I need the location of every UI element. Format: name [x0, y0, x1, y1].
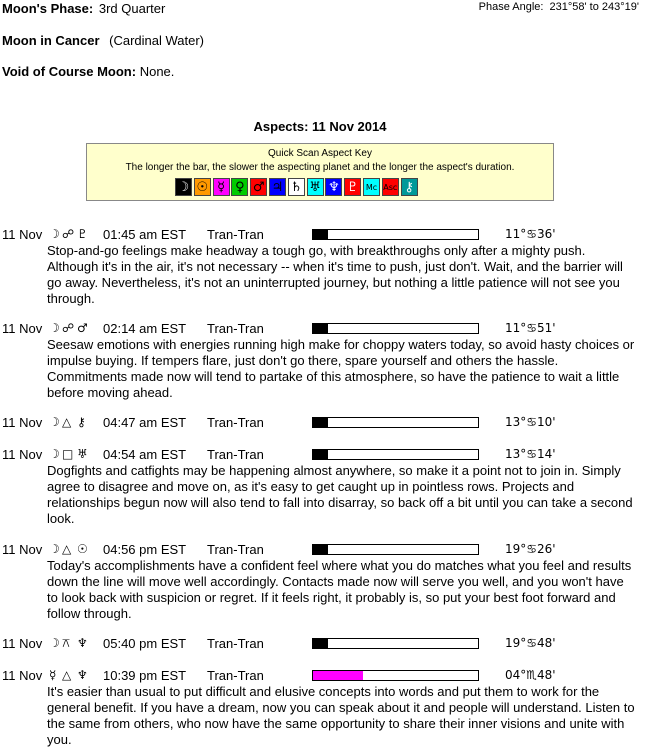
aspect-date: 11 Nov [2, 636, 43, 651]
phase-angle-value: 231°58' to 243°19' [549, 1, 639, 13]
aspect-time: 04:56 pm EST [103, 542, 187, 557]
duration-bar-fill [313, 324, 328, 333]
key-glyph-icon: ⚷ [401, 178, 418, 196]
key-glyph-icon: ☽ [175, 178, 192, 196]
aspect-type-icon: △ [62, 415, 72, 429]
aspect-position: 19°♋48' [505, 636, 556, 650]
aspect-position: 13°♋10' [505, 415, 556, 429]
aspect-date: 11 Nov [2, 321, 43, 336]
aspect-key-subtitle: The longer the bar, the slower the aspecting planet and the longer the aspect's duration. [125, 162, 515, 173]
key-glyph-icon: ♆ [325, 178, 342, 196]
void-course-row [2, 64, 174, 79]
aspect-date: 11 Nov [2, 415, 43, 430]
key-glyph-icon: ☉ [194, 178, 211, 196]
aspect-planet2-icon: ♆ [77, 668, 88, 682]
aspect-position: 19°♋26' [505, 542, 556, 556]
aspect-description: Dogfights and catfights may be happening almost anywhere, so make it a point not to join in. Simply agree to disagree and move on, as it's easy to get caught up in pointless rows. Projects and relationships begun now will also tend to fall into disarray, so back off a bit until you can take a second look. [47, 463, 633, 526]
aspect-description: Seesaw emotions with energies running high make for choppy waters today, so avoid hasty choices or impulse buying. If tempers flare, just don't go there, spare yourself and others the hassle. Commitments made now will tend to partake of this atmosphere, so have the patience to wait a little before moving ahead. [47, 337, 635, 400]
aspect-planet1-icon: ☽ [49, 227, 60, 241]
aspect-planet2-icon: ☉ [77, 542, 88, 556]
aspect-key-box [86, 143, 554, 201]
aspect-kind: Tran-Tran [207, 542, 264, 557]
key-glyph-icon: ♀ [231, 178, 248, 196]
moon-phase-row [2, 1, 165, 16]
aspect-type-icon: ☍ [62, 321, 75, 335]
aspect-planet1-icon: ☿ [49, 668, 57, 682]
aspect-key-title: Quick Scan Aspect Key [268, 148, 372, 159]
aspect-position: 13°♋14' [505, 447, 556, 461]
aspect-time: 10:39 pm EST [103, 668, 187, 683]
aspect-description: Stop-and-go feelings make headway a tough go, with breakthroughs only after a mighty push. Although it's in the air, it's not necessary -- when it's time to push, just don't. Wait, and the barrier will go away. Nevertheless, it's not an uninterrupted journey, but nothing a little patience will not see you through. [47, 243, 623, 306]
aspect-type-icon: △ [62, 668, 72, 682]
aspect-date: 11 Nov [2, 542, 43, 557]
moon-phase-value: 3rd Quarter [98, 1, 166, 16]
aspect-date: 11 Nov [2, 227, 43, 242]
aspect-planet1-icon: ☽ [49, 321, 60, 335]
duration-bar-fill [313, 671, 363, 680]
void-course-value: None. [139, 64, 175, 79]
key-glyph-icon: ☿ [213, 178, 230, 196]
duration-bar [312, 323, 479, 334]
aspect-date: 11 Nov [2, 447, 43, 462]
aspect-planet2-icon: ♆ [77, 636, 88, 650]
aspects-title: Aspects: 11 Nov 2014 [253, 119, 387, 134]
duration-bar [312, 544, 479, 555]
aspect-time: 04:54 am EST [103, 447, 187, 462]
aspect-planet2-icon: ⚷ [77, 415, 86, 429]
moon-sign-row [2, 33, 204, 48]
aspect-type-icon: ⚻ [62, 636, 70, 650]
key-glyph-icon: ♂ [250, 178, 267, 196]
duration-bar-fill [313, 450, 328, 459]
key-glyph-icon: ♇ [344, 178, 361, 196]
duration-bar-fill [313, 639, 328, 648]
aspect-type-icon: ☍ [62, 227, 75, 241]
aspect-planet1-icon: ☽ [49, 636, 60, 650]
aspect-planet2-icon: ♇ [77, 227, 88, 241]
aspect-type-icon: □ [62, 447, 74, 461]
aspect-kind: Tran-Tran [207, 415, 264, 430]
duration-bar-fill [313, 418, 328, 427]
duration-bar-fill [313, 230, 328, 239]
aspect-position: 04°♏48' [505, 668, 556, 682]
aspect-kind: Tran-Tran [207, 321, 264, 336]
aspect-time: 04:47 am EST [103, 415, 187, 430]
aspect-planet2-icon: ♂ [77, 321, 88, 335]
phase-angle-label: Phase Angle: [478, 1, 544, 13]
aspect-planet1-icon: ☽ [49, 447, 60, 461]
aspect-description: Today's accomplishments have a confident feel where what you do matches what you feel and results down the line will move well accordingly. Contacts made now will serve you well, and you won't have to look back with suspicion or regret. If it feels right, it probably is, so put your best foot forward and follow through. [47, 558, 632, 621]
duration-bar-fill [313, 545, 328, 554]
aspect-kind: Tran-Tran [207, 668, 264, 683]
aspect-kind: Tran-Tran [207, 636, 264, 651]
moon-sign-label: Moon in Cancer [2, 33, 100, 48]
aspect-position: 11°♋51' [505, 321, 556, 335]
duration-bar [312, 417, 479, 428]
duration-bar [312, 638, 479, 649]
moon-sign-value: (Cardinal Water) [109, 33, 205, 48]
void-course-label: Void of Course Moon: [2, 64, 137, 79]
key-glyph-icon: Mc [363, 178, 380, 196]
aspect-position: 11°♋36' [505, 227, 556, 241]
key-glyph-icon: Asc [382, 178, 399, 196]
aspect-time: 02:14 am EST [103, 321, 187, 336]
duration-bar [312, 229, 479, 240]
aspect-type-icon: △ [62, 542, 72, 556]
aspect-time: 01:45 am EST [103, 227, 187, 242]
key-glyph-icon: ♄ [288, 178, 305, 196]
key-glyph-icon: ♅ [307, 178, 324, 196]
aspect-planet1-icon: ☽ [49, 415, 60, 429]
aspect-kind: Tran-Tran [207, 447, 264, 462]
phase-angle [479, 1, 639, 13]
duration-bar [312, 670, 479, 681]
duration-bar [312, 449, 479, 460]
aspect-planet1-icon: ☽ [49, 542, 60, 556]
aspect-planet2-icon: ♅ [77, 447, 88, 461]
aspect-description: It's easier than usual to put difficult and elusive concepts into words and put them to work for the general benefit. If you have a dream, now you can speak about it and people will understand. Listen to the same from others, who now have the same opportunity to share their inner visions and unite with you. [47, 684, 635, 747]
aspect-date: 11 Nov [2, 668, 43, 683]
moon-phase-label: Moon's Phase: [2, 1, 94, 16]
aspect-time: 05:40 pm EST [103, 636, 187, 651]
key-glyph-icon: ♃ [269, 178, 286, 196]
aspect-kind: Tran-Tran [207, 227, 264, 242]
